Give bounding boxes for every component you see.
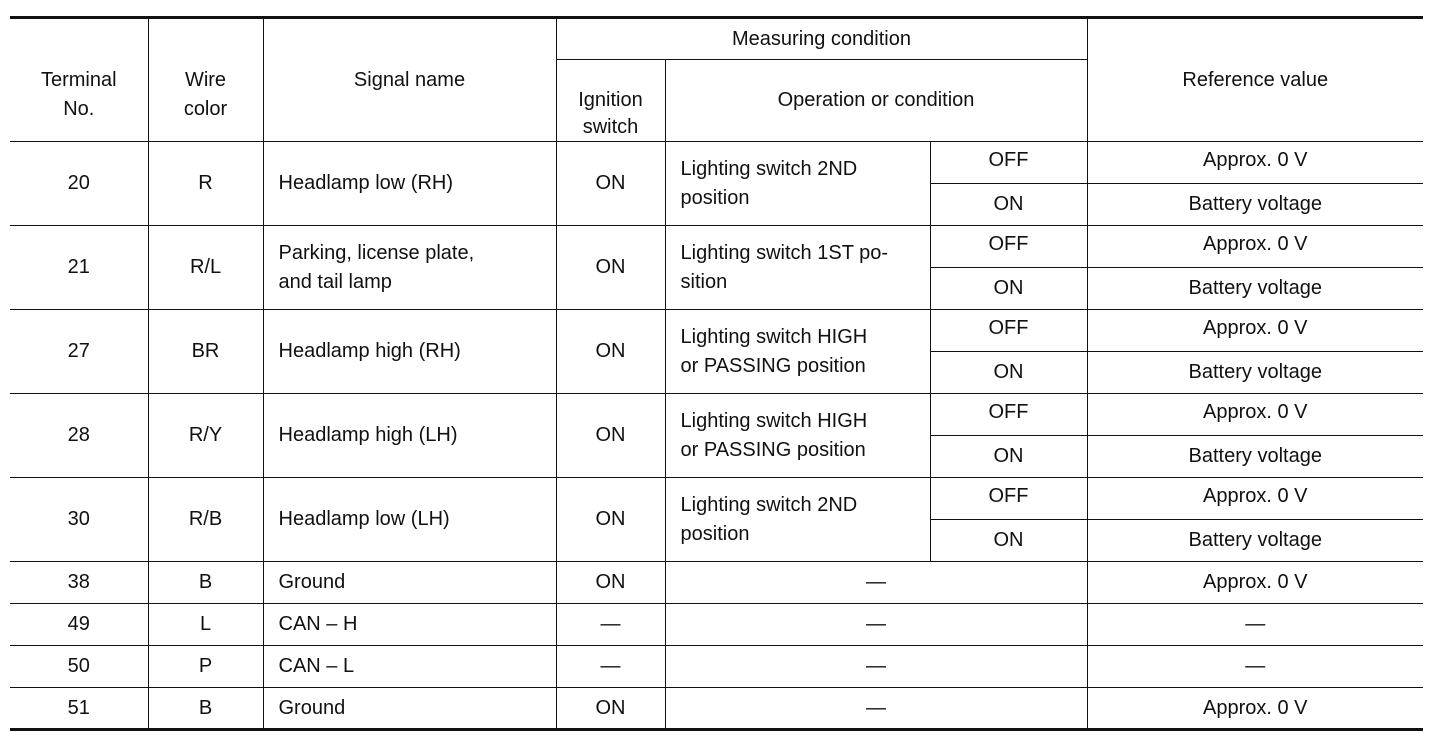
wire-color-cell: P [148, 646, 263, 688]
table-row [10, 562, 1423, 604]
reference-value-cell: Battery voltage [1087, 268, 1423, 310]
reference-value-cell: — [1087, 646, 1423, 688]
wire-color-cell: R/B [148, 478, 263, 562]
state-cell: OFF [930, 142, 1087, 184]
signal-name-cell: Headlamp low (LH) [263, 478, 556, 562]
ignition-cell: ON [556, 688, 665, 730]
signal-name-cell: Parking, license plate, and tail lamp [263, 226, 556, 310]
state-cell: ON [930, 184, 1087, 226]
operation-cell: Lighting switch HIGH or PASSING position [665, 310, 930, 394]
state-cell: ON [930, 436, 1087, 478]
ignition-cell: ON [556, 394, 665, 478]
terminal-cell: 38 [10, 562, 148, 604]
terminal-cell: 21 [10, 226, 148, 310]
reference-value-cell: Battery voltage [1087, 436, 1423, 478]
table-row [10, 310, 1423, 352]
state-cell: OFF [930, 394, 1087, 436]
header-measuring-condition [556, 18, 1087, 60]
wire-color-cell: R/Y [148, 394, 263, 478]
terminal-cell: 20 [10, 142, 148, 226]
table-row [10, 478, 1423, 520]
reference-value-cell: Approx. 0 V [1087, 688, 1423, 730]
wire-color-cell: R [148, 142, 263, 226]
signal-name-cell: CAN – L [263, 646, 556, 688]
wire-color-cell: R/L [148, 226, 263, 310]
header-reference-value-label: Reference value [1182, 68, 1329, 91]
ignition-cell: ON [556, 478, 665, 562]
table-row [10, 142, 1423, 184]
ignition-cell: ON [556, 226, 665, 310]
state-cell: OFF [930, 226, 1087, 268]
ignition-cell: ON [556, 562, 665, 604]
table-row [10, 394, 1423, 436]
table-row [10, 226, 1423, 268]
signal-name-cell: Headlamp high (RH) [263, 310, 556, 394]
table-row [10, 688, 1423, 730]
header-operation-or-condition [665, 60, 1087, 142]
state-cell: OFF [930, 478, 1087, 520]
reference-value-cell: Approx. 0 V [1087, 142, 1423, 184]
signal-name-cell: Ground [263, 562, 556, 604]
operation-cell: — [665, 604, 1087, 646]
reference-value-cell: Approx. 0 V [1087, 562, 1423, 604]
header-measuring-condition-label: Measuring condition [732, 27, 911, 50]
wire-color-cell: B [148, 688, 263, 730]
header-signal-name [263, 18, 556, 142]
terminal-cell: 30 [10, 478, 148, 562]
header-wire-color-label: Wire color [183, 68, 228, 120]
wire-color-cell: BR [148, 310, 263, 394]
state-cell: ON [930, 268, 1087, 310]
reference-value-cell: Approx. 0 V [1087, 226, 1423, 268]
signal-name-cell: Ground [263, 688, 556, 730]
terminal-cell: 50 [10, 646, 148, 688]
terminal-reference-table [10, 16, 1423, 731]
header-operation-or-condition-label: Operation or condition [777, 89, 975, 111]
header-wire-color [148, 18, 263, 142]
state-cell: ON [930, 520, 1087, 562]
terminal-cell: 49 [10, 604, 148, 646]
operation-cell: Lighting switch 1ST po- sition [665, 226, 930, 310]
table-row [10, 604, 1423, 646]
header-reference-value [1087, 18, 1423, 142]
header-terminal-no-label: Terminal No. [40, 68, 117, 120]
ignition-cell: ON [556, 142, 665, 226]
wire-color-cell: B [148, 562, 263, 604]
header-terminal-no [10, 18, 148, 142]
header-ignition-switch-label: Ignition switch [578, 89, 643, 138]
reference-value-cell: Battery voltage [1087, 520, 1423, 562]
operation-cell: Lighting switch 2ND position [665, 142, 930, 226]
ignition-cell: — [556, 646, 665, 688]
reference-value-cell: Approx. 0 V [1087, 310, 1423, 352]
terminal-cell: 28 [10, 394, 148, 478]
terminal-cell: 27 [10, 310, 148, 394]
operation-cell: — [665, 646, 1087, 688]
ignition-cell: — [556, 604, 665, 646]
state-cell: OFF [930, 310, 1087, 352]
reference-value-cell: Battery voltage [1087, 184, 1423, 226]
ignition-cell: ON [556, 310, 665, 394]
reference-value-cell: Approx. 0 V [1087, 394, 1423, 436]
operation-cell: — [665, 562, 1087, 604]
reference-value-cell: Approx. 0 V [1087, 478, 1423, 520]
reference-value-cell: — [1087, 604, 1423, 646]
signal-name-cell: CAN – H [263, 604, 556, 646]
terminal-reference-sheet [10, 16, 1423, 731]
operation-cell: — [665, 688, 1087, 730]
operation-cell: Lighting switch 2ND position [665, 478, 930, 562]
header-ignition-switch [556, 60, 665, 142]
header-signal-name-label: Signal name [353, 68, 466, 91]
table-row [10, 646, 1423, 688]
operation-cell: Lighting switch HIGH or PASSING position [665, 394, 930, 478]
reference-value-cell: Battery voltage [1087, 352, 1423, 394]
wire-color-cell: L [148, 604, 263, 646]
terminal-cell: 51 [10, 688, 148, 730]
signal-name-cell: Headlamp high (LH) [263, 394, 556, 478]
state-cell: ON [930, 352, 1087, 394]
signal-name-cell: Headlamp low (RH) [263, 142, 556, 226]
